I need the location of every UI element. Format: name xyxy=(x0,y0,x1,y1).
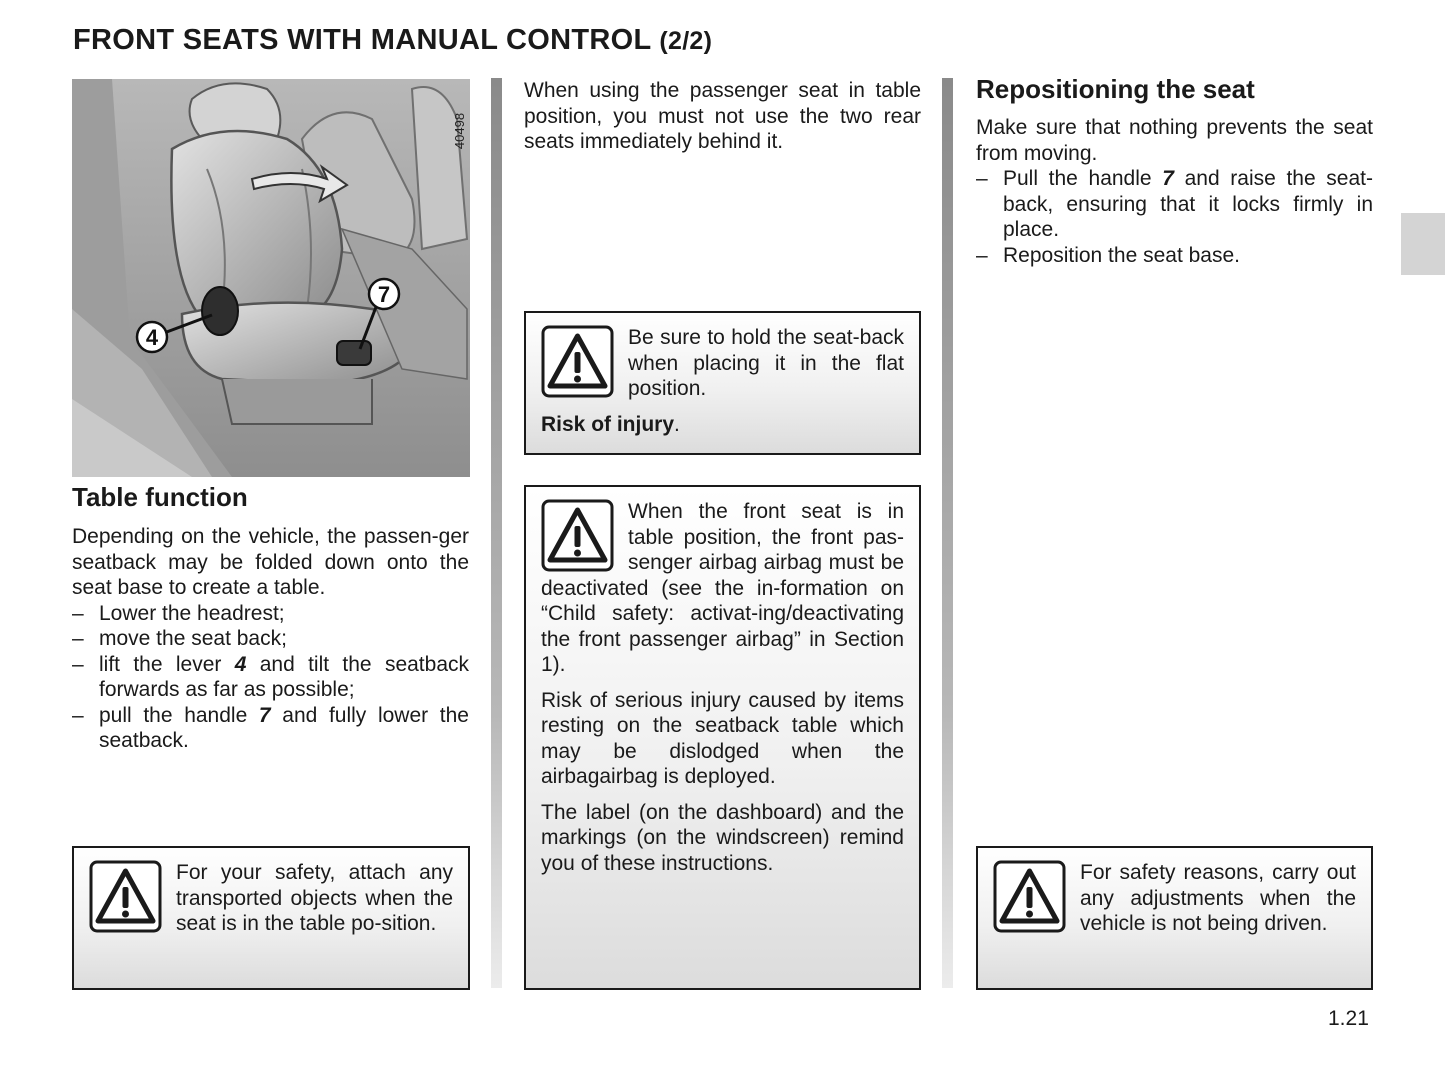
table-function-steps xyxy=(72,601,469,754)
repositioning-section xyxy=(976,74,1373,268)
list-item: – pull the handle 7 and fully lower the seatback. xyxy=(72,703,469,754)
warning-box-driving xyxy=(976,846,1373,990)
warning-objects-text: For your safety, attach any transported objects when the seat is in the table po-sition. xyxy=(176,861,453,935)
warning-triangle-icon xyxy=(89,860,162,933)
list-item: – move the seat back; xyxy=(72,626,469,652)
warning-box-airbag xyxy=(524,485,921,990)
page-title-text: FRONT SEATS WITH MANUAL CONTROL xyxy=(73,24,651,56)
table-function-intro: Depending on the vehicle, the passen-ger seatback may be folded down onto the seat base to create a table. xyxy=(72,525,469,599)
section-tab-marker xyxy=(1401,213,1445,275)
warning-flat-risk: Risk of injury. xyxy=(541,412,680,436)
callout-7: 7 xyxy=(377,282,391,307)
list-item: – Lower the headrest; xyxy=(72,601,469,627)
table-function-section xyxy=(72,482,469,754)
warning-triangle-icon xyxy=(541,499,614,572)
list-item: – Reposition the seat base. xyxy=(976,243,1373,269)
list-item: – Pull the handle 7 and raise the seat-back, ensuring that it locks firmly in place. xyxy=(976,166,1373,243)
callout-4: 4 xyxy=(145,325,159,350)
repositioning-steps xyxy=(976,166,1373,268)
handle-ref: 7 xyxy=(1162,167,1174,190)
page-title-part: (2/2) xyxy=(659,27,713,55)
warning-triangle-icon xyxy=(541,325,614,398)
table-function-heading: Table function xyxy=(72,482,248,512)
lever-ref: 4 xyxy=(234,652,247,676)
warning-airbag-text-1: When the front seat is in table position, the front pas-senger airbag airbag must be deactivated (see the in-formation on “Child safety: activat-ing/deactivating the front passenger airbag” in Section 1). xyxy=(541,500,904,676)
page-number: 1.21 xyxy=(1328,1007,1369,1030)
list-item: – lift the lever 4 and tilt the seatback forwards as far as possible; xyxy=(72,652,469,703)
repositioning-intro: Make sure that nothing prevents the seat from moving. xyxy=(976,116,1373,165)
warning-flat-text: Be sure to hold the seat-back when placing it in the flat position. xyxy=(628,326,904,400)
warning-airbag-text-2: Risk of serious injury caused by items resting on the seatback table which may be dislodged when the airbagairbag is deployed. xyxy=(541,688,904,788)
warning-driving-text: For safety reasons, carry out any adjustments when the vehicle is not being driven. xyxy=(1080,861,1356,935)
handle-ref: 7 xyxy=(258,703,271,727)
warning-triangle-icon xyxy=(993,860,1066,933)
illustration-ref-number: 40498 xyxy=(452,112,467,150)
column-divider-left xyxy=(491,78,502,988)
passenger-note-section xyxy=(524,78,921,155)
passenger-note-text: When using the passenger seat in table position, you must not use the two rear seats immediately behind it. xyxy=(524,79,921,153)
warning-airbag-text-3: The label (on the dashboard) and the markings (on the windscreen) remind you of these instructions. xyxy=(541,800,904,875)
warning-box-flat-position xyxy=(524,311,921,455)
page-title xyxy=(73,24,712,57)
column-divider-right xyxy=(942,78,953,988)
warning-box-transported-objects xyxy=(72,846,470,990)
repositioning-heading: Repositioning the seat xyxy=(976,74,1255,104)
seat-illustration xyxy=(72,79,470,477)
